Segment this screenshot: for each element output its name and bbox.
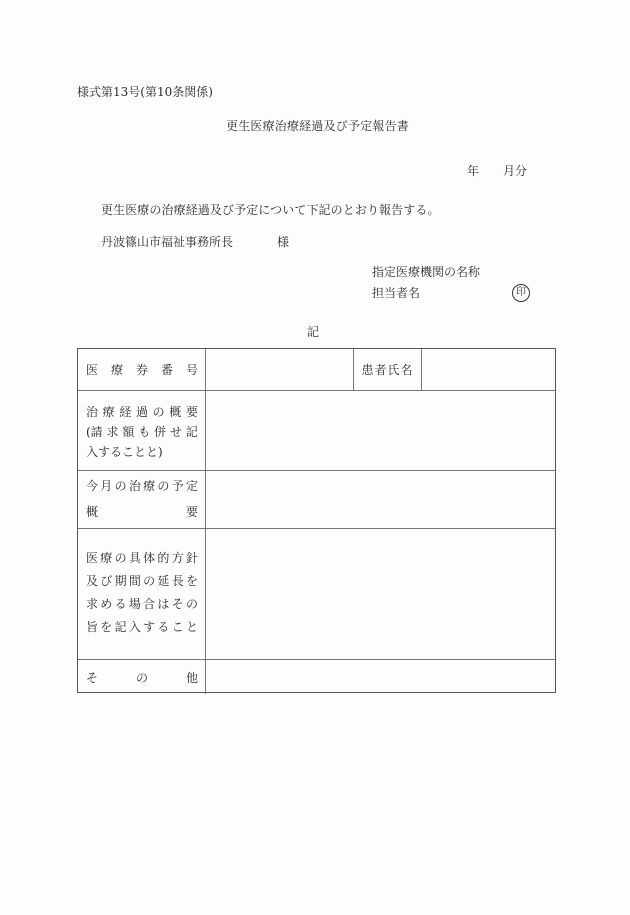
label-char: 要 <box>185 405 198 419</box>
label-char: の <box>114 551 127 565</box>
other-field[interactable] <box>206 660 555 694</box>
label-char: の <box>114 479 127 493</box>
label-char: 療 <box>100 551 113 565</box>
label-char: も <box>138 425 151 439</box>
ticket-number-label <box>78 349 206 390</box>
label-char: は <box>157 597 170 611</box>
label-char: 入することと) <box>86 445 163 459</box>
extension-policy-label <box>78 529 206 659</box>
label-char: 医 <box>86 551 99 565</box>
intro-text: 更生医療の治療経過及び予定について下記のとおり報告する。 <box>101 203 440 217</box>
label-char: 治 <box>86 405 99 419</box>
label-char: 求 <box>106 425 119 439</box>
label-char: 合 <box>143 597 156 611</box>
patient-name-label: 患者氏名 <box>354 349 422 390</box>
label-char: 及 <box>86 574 99 588</box>
label-char: の <box>135 670 148 685</box>
label-char: 長 <box>171 574 184 588</box>
label-char: 療 <box>143 479 156 493</box>
monthly-plan-field[interactable] <box>206 471 555 528</box>
institution-name-label: 指定医療機関の名称 <box>372 265 481 279</box>
date-year-label: 年 <box>467 164 480 178</box>
extension-policy-field[interactable] <box>206 529 555 659</box>
label-char: 方 <box>171 551 184 565</box>
label-char: め <box>100 597 113 611</box>
label-char: 場 <box>128 597 141 611</box>
label-char: 併 <box>154 425 167 439</box>
addressee: 丹波篠山市福祉事務所長 <box>101 235 234 249</box>
form-number: 様式第13号(第10条関係) <box>77 85 213 99</box>
label-char: そ <box>86 670 99 685</box>
label-char: 予 <box>171 479 184 493</box>
label-char: 医 <box>86 363 99 377</box>
seal-icon: 印 <box>512 284 530 302</box>
label-char: 他 <box>185 670 198 685</box>
person-in-charge-label: 担当者名 <box>372 286 421 300</box>
label-char: 針 <box>185 551 198 565</box>
label-char: 間 <box>128 574 141 588</box>
label-char: び <box>100 574 113 588</box>
monthly-plan-label <box>78 471 206 528</box>
label-char: 求 <box>86 597 99 611</box>
table-row-ticket-number <box>78 349 555 391</box>
label-char: 定 <box>185 479 198 493</box>
label-char: と <box>185 620 198 634</box>
label-char: 今 <box>86 479 99 493</box>
report-table <box>77 348 556 693</box>
table-row-extension-policy <box>78 529 555 660</box>
label-char: の <box>152 405 165 419</box>
label-char: 要 <box>185 505 198 519</box>
table-row-treatment-progress <box>78 391 555 471</box>
treatment-progress-field[interactable] <box>206 391 555 470</box>
label-char: 概 <box>169 405 182 419</box>
table-row-other <box>78 660 555 694</box>
label-char: 旨 <box>86 620 99 634</box>
label-char: 入 <box>128 620 141 634</box>
treatment-progress-label <box>78 391 206 470</box>
label-char: 過 <box>135 405 148 419</box>
ticket-number-field[interactable] <box>206 349 354 390</box>
label-char: 額 <box>122 425 135 439</box>
label-char: 的 <box>157 551 170 565</box>
label-char: 号 <box>185 363 198 377</box>
table-row-monthly-plan <box>78 471 555 529</box>
addressee-suffix: 様 <box>277 235 290 249</box>
label-char: 期 <box>114 574 127 588</box>
label-char: る <box>114 597 127 611</box>
ki-heading: 記 <box>307 325 320 339</box>
label-char: の <box>143 574 156 588</box>
label-char: を <box>100 620 113 634</box>
patient-name-field[interactable] <box>422 349 555 390</box>
label-char: す <box>143 620 156 634</box>
document-title: 更生医療治療経過及び予定報告書 <box>226 119 410 133</box>
label-char: 概 <box>86 505 99 519</box>
date-month-label: 月分 <box>503 164 528 178</box>
label-char: 券 <box>135 363 148 377</box>
label-char: 療 <box>102 405 115 419</box>
label-char: 記 <box>185 425 198 439</box>
label-char: を <box>185 574 198 588</box>
other-label <box>78 660 206 694</box>
label-char: 番 <box>160 363 173 377</box>
label-char: 経 <box>119 405 132 419</box>
label-char: 具 <box>128 551 141 565</box>
label-char: 治 <box>128 479 141 493</box>
label-char: 月 <box>100 479 113 493</box>
label-char: せ <box>170 425 183 439</box>
label-char: 療 <box>110 363 123 377</box>
label-char: の <box>157 479 170 493</box>
label-char: 延 <box>157 574 170 588</box>
label-char: そ <box>171 597 184 611</box>
label-char: こ <box>171 620 184 634</box>
label-char: 記 <box>114 620 127 634</box>
label-char: の <box>185 597 198 611</box>
label-char: (請 <box>86 425 103 439</box>
label-char: る <box>157 620 170 634</box>
label-char: 体 <box>143 551 156 565</box>
